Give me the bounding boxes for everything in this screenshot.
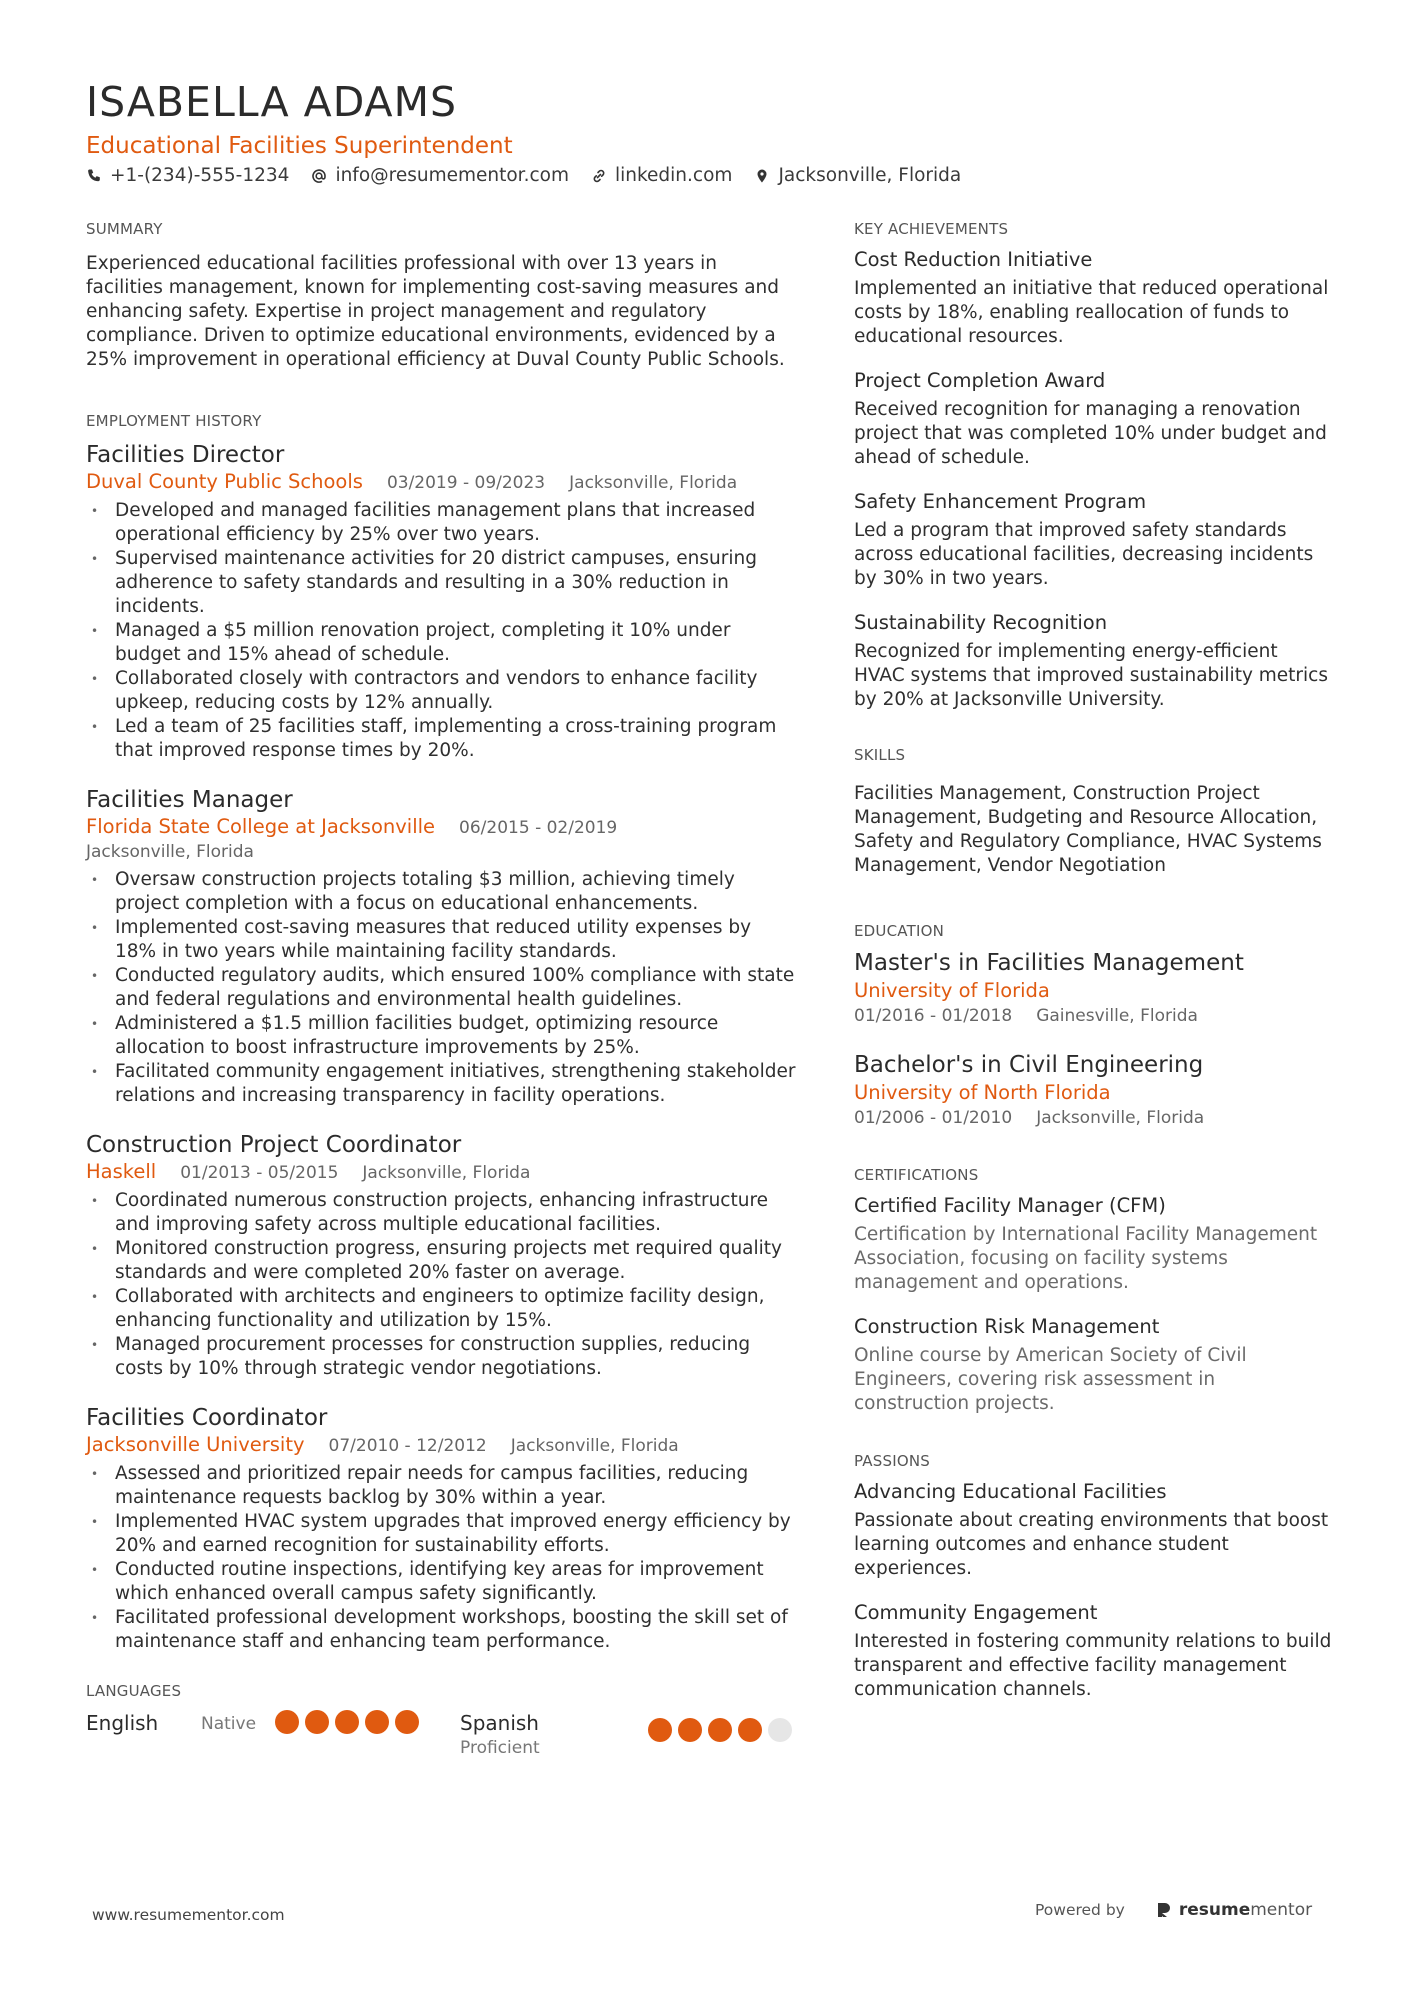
footer-website[interactable]: www.resumementor.com	[92, 1906, 285, 1924]
job-bullet: • Led a team of 25 facilities staff, implementing a cross-training program that improved response times by 20%.	[86, 715, 796, 763]
job-entry	[86, 1130, 796, 1381]
job-company: Haskell	[86, 1160, 157, 1183]
job-company: Florida State College at Jacksonville	[86, 815, 436, 838]
education-degree: Bachelor's in Civil Engineering	[854, 1052, 1204, 1078]
education-dates: 01/2016 - 01/2018	[854, 1006, 1013, 1026]
job-bullet: • Developed and managed facilities management plans that increased operational efficiency by 25% over two years.	[86, 499, 796, 547]
left-column	[86, 220, 796, 1802]
job-bullet: • Implemented HVAC system upgrades that improved energy efficiency by 20% and earned recognition for sustainability efforts.	[86, 1510, 796, 1558]
passion-desc: Passionate about creating environments that boost learning outcomes and enhance student experiences.	[854, 1510, 1329, 1579]
job-bullet: • Assessed and prioritized repair needs for campus facilities, reducing maintenance requests backlog by 30% within a year.	[86, 1462, 796, 1510]
contact-phone[interactable]	[86, 165, 289, 186]
summary-heading: SUMMARY	[86, 220, 163, 238]
language-rating	[648, 1718, 792, 1742]
achievements-heading: KEY ACHIEVEMENTS	[854, 220, 1009, 238]
certification-item	[854, 1313, 1334, 1416]
job-bullet: • Coordinated numerous construction projects, enhancing infrastructure and improving safety across multiple educational facilities.	[86, 1189, 796, 1237]
languages-section	[86, 1682, 796, 1760]
powered-by-label: Powered by	[1035, 1901, 1125, 1919]
language-item	[86, 1710, 460, 1736]
language-item	[460, 1710, 796, 1760]
contact-linkedin-text: linkedin.com	[614, 165, 733, 186]
language-name: Spanish	[460, 1711, 539, 1735]
passion-desc: Interested in fostering community relations to build transparent and effective facility management communication channels.	[854, 1631, 1332, 1700]
contact-location	[754, 165, 961, 186]
summary-text: Experienced educational facilities professional with over 13 years in facilities management, known for implementing cost-saving measures and enhancing safety. Expertise in project management and regulatory compliance. Driven to optimize educational environments, evidenced by a 25% improvement in operational efficiency at Duval County Public Schools.	[86, 253, 785, 370]
job-entry	[86, 785, 796, 1108]
job-bullets	[86, 1462, 796, 1654]
skills-section	[854, 746, 1334, 878]
skills-heading: SKILLS	[854, 746, 906, 764]
job-dates: 06/2015 - 02/2019	[459, 818, 618, 838]
passion-item	[854, 1478, 1334, 1581]
job-bullet: • Facilitated professional development workshops, boosting the skill set of maintenance staff and enhancing team performance.	[86, 1606, 796, 1654]
job-bullet: • Supervised maintenance activities for 20 district campuses, ensuring adherence to safety standards and resulting in a 30% reduction in incidents.	[86, 547, 796, 619]
footer-branding	[1035, 1900, 1312, 1920]
job-meta	[86, 815, 796, 864]
certification-desc: Certification by International Facility Management Association, focusing on facility systems management and operations.	[854, 1224, 1318, 1293]
education-location: Jacksonville, Florida	[1036, 1108, 1205, 1128]
rating-dot-filled	[275, 1710, 299, 1734]
rating-dot-filled	[335, 1710, 359, 1734]
achievement-desc: Implemented an initiative that reduced operational costs by 18%, enabling reallocation of funds to educational resources.	[854, 278, 1329, 347]
languages-heading: LANGUAGES	[86, 1682, 182, 1700]
achievement-title: Project Completion Award	[854, 369, 1106, 392]
employment-heading: EMPLOYMENT HISTORY	[86, 412, 262, 430]
achievement-desc: Received recognition for managing a renovation project that was completed 10% under budget and ahead of schedule.	[854, 399, 1327, 468]
job-bullet: • Collaborated closely with contractors and vendors to enhance facility upkeep, reducing costs by 12% annually.	[86, 667, 796, 715]
job-title: Facilities Manager	[86, 787, 293, 813]
brand-logo[interactable]	[1155, 1900, 1312, 1920]
job-bullet: • Managed a $5 million renovation project, completing it 10% under budget and 15% ahead of schedule.	[86, 619, 796, 667]
job-bullet: • Conducted regulatory audits, which ensured 100% compliance with state and federal regulations and environmental health guidelines.	[86, 964, 796, 1012]
contact-phone-text: +1-(234)-555-1234	[110, 165, 290, 186]
education-item	[854, 948, 1334, 1028]
employment-section	[86, 412, 796, 1654]
rating-dot-filled	[738, 1718, 762, 1742]
education-item	[854, 1050, 1334, 1130]
education-dates: 01/2006 - 01/2010	[854, 1108, 1013, 1128]
job-bullet: • Conducted routine inspections, identifying key areas for improvement which enhanced overall campus safety significantly.	[86, 1558, 796, 1606]
candidate-title: Educational Facilities Superintendent	[86, 133, 513, 159]
language-rating	[275, 1710, 419, 1734]
job-title: Facilities Director	[86, 442, 285, 468]
passion-title: Advancing Educational Facilities	[854, 1480, 1167, 1503]
job-location: Jacksonville, Florida	[362, 1163, 531, 1183]
achievement-item	[854, 609, 1334, 712]
job-bullet: • Oversaw construction projects totaling $3 million, achieving timely project completion with a focus on educational enhancements.	[86, 868, 796, 916]
achievement-item	[854, 488, 1334, 591]
job-bullet: • Administered a $1.5 million facilities budget, optimizing resource allocation to boost infrastructure improvements by 25%.	[86, 1012, 796, 1060]
achievement-title: Cost Reduction Initiative	[854, 248, 1093, 271]
contact-bar	[86, 165, 961, 186]
certification-item	[854, 1192, 1334, 1295]
passions-heading: PASSIONS	[854, 1452, 930, 1470]
certifications-section	[854, 1166, 1334, 1416]
job-bullets	[86, 1189, 796, 1381]
achievement-desc: Led a program that improved safety standards across educational facilities, decreasing incidents by 30% in two years.	[854, 520, 1314, 589]
job-bullet: • Collaborated with architects and engineers to optimize facility design, enhancing functionality and utilization by 15%.	[86, 1285, 796, 1333]
job-company: Duval County Public Schools	[86, 470, 363, 493]
achievement-title: Sustainability Recognition	[854, 611, 1108, 634]
education-degree: Master's in Facilities Management	[854, 950, 1244, 976]
education-school: University of North Florida	[854, 1081, 1111, 1104]
contact-location-text: Jacksonville, Florida	[778, 165, 962, 186]
certification-title: Construction Risk Management	[854, 1315, 1160, 1338]
achievement-desc: Recognized for implementing energy-efficient HVAC systems that improved sustainability metrics by 20% at Jacksonville University.	[854, 641, 1328, 710]
job-bullet: • Implemented cost-saving measures that reduced utility expenses by 18% in two years while maintaining facility standards.	[86, 916, 796, 964]
certification-desc: Online course by American Society of Civil Engineers, covering risk assessment in construction projects.	[854, 1345, 1247, 1414]
job-location: Jacksonville, Florida	[510, 1436, 679, 1456]
brand-name-bold: resume	[1178, 1900, 1251, 1920]
rating-dot-filled	[648, 1718, 672, 1742]
job-bullet: • Facilitated community engagement initiatives, strengthening stakeholder relations and increasing transparency in facility operations.	[86, 1060, 796, 1108]
achievement-item	[854, 367, 1334, 470]
passion-item	[854, 1599, 1334, 1702]
job-company: Jacksonville University	[86, 1433, 305, 1456]
rating-dot-filled	[305, 1710, 329, 1734]
education-heading: EDUCATION	[854, 922, 944, 940]
phone-icon	[86, 168, 102, 184]
education-meta	[854, 1004, 1334, 1028]
passion-title: Community Engagement	[854, 1601, 1098, 1624]
job-entry	[86, 440, 796, 763]
achievements-section	[854, 220, 1334, 712]
contact-email[interactable]	[311, 165, 569, 186]
job-bullets	[86, 499, 796, 763]
job-meta	[86, 1433, 796, 1458]
job-title: Construction Project Coordinator	[86, 1132, 462, 1158]
job-bullet: • Managed procurement processes for construction supplies, reducing costs by 10% through strategic vendor negotiations.	[86, 1333, 796, 1381]
job-dates: 03/2019 - 09/2023	[386, 473, 546, 493]
job-dates: 01/2013 - 05/2015	[180, 1163, 339, 1183]
contact-email-text: info@resumementor.com	[335, 165, 569, 186]
education-meta	[854, 1106, 1334, 1130]
passions-section	[854, 1452, 1334, 1702]
rating-dot-empty	[768, 1718, 792, 1742]
job-title: Facilities Coordinator	[86, 1405, 328, 1431]
achievement-item	[854, 246, 1334, 349]
job-dates: 07/2010 - 12/2012	[328, 1436, 487, 1456]
education-school: University of Florida	[854, 979, 1050, 1002]
certifications-heading: CERTIFICATIONS	[854, 1166, 979, 1184]
language-name: English	[86, 1711, 159, 1735]
language-level: Native	[201, 1714, 257, 1734]
education-section	[854, 922, 1334, 1130]
job-entry	[86, 1403, 796, 1654]
rating-dot-filled	[678, 1718, 702, 1742]
certification-title: Certified Facility Manager (CFM)	[854, 1194, 1166, 1217]
job-location: Jacksonville, Florida	[86, 842, 254, 862]
summary-section	[86, 220, 796, 372]
skills-text: Facilities Management, Construction Project Management, Budgeting and Resource Allocation, Safety and Regulatory Compliance, HVAC Systems Management, Vendor Negotiation	[854, 783, 1322, 876]
link-icon	[591, 168, 607, 184]
rating-dot-filled	[395, 1710, 419, 1734]
job-location: Jacksonville, Florida	[569, 473, 738, 493]
resumementor-logo-icon	[1155, 1901, 1173, 1919]
at-icon	[311, 168, 327, 184]
languages-row	[86, 1710, 796, 1760]
job-meta	[86, 470, 796, 495]
rating-dot-filled	[365, 1710, 389, 1734]
achievement-title: Safety Enhancement Program	[854, 490, 1147, 513]
education-location: Gainesville, Florida	[1036, 1006, 1198, 1026]
location-pin-icon	[754, 168, 770, 184]
job-meta	[86, 1160, 796, 1185]
brand-name-light: mentor	[1250, 1900, 1313, 1920]
rating-dot-filled	[708, 1718, 732, 1742]
right-column	[854, 220, 1334, 1744]
candidate-name: ISABELLA ADAMS	[86, 78, 458, 126]
language-level: Proficient	[460, 1738, 540, 1758]
job-bullets	[86, 868, 796, 1108]
language-name-block	[460, 1710, 648, 1760]
job-bullet: • Monitored construction progress, ensuring projects met required quality standards and were completed 20% faster on average.	[86, 1237, 796, 1285]
contact-linkedin[interactable]	[591, 165, 732, 186]
